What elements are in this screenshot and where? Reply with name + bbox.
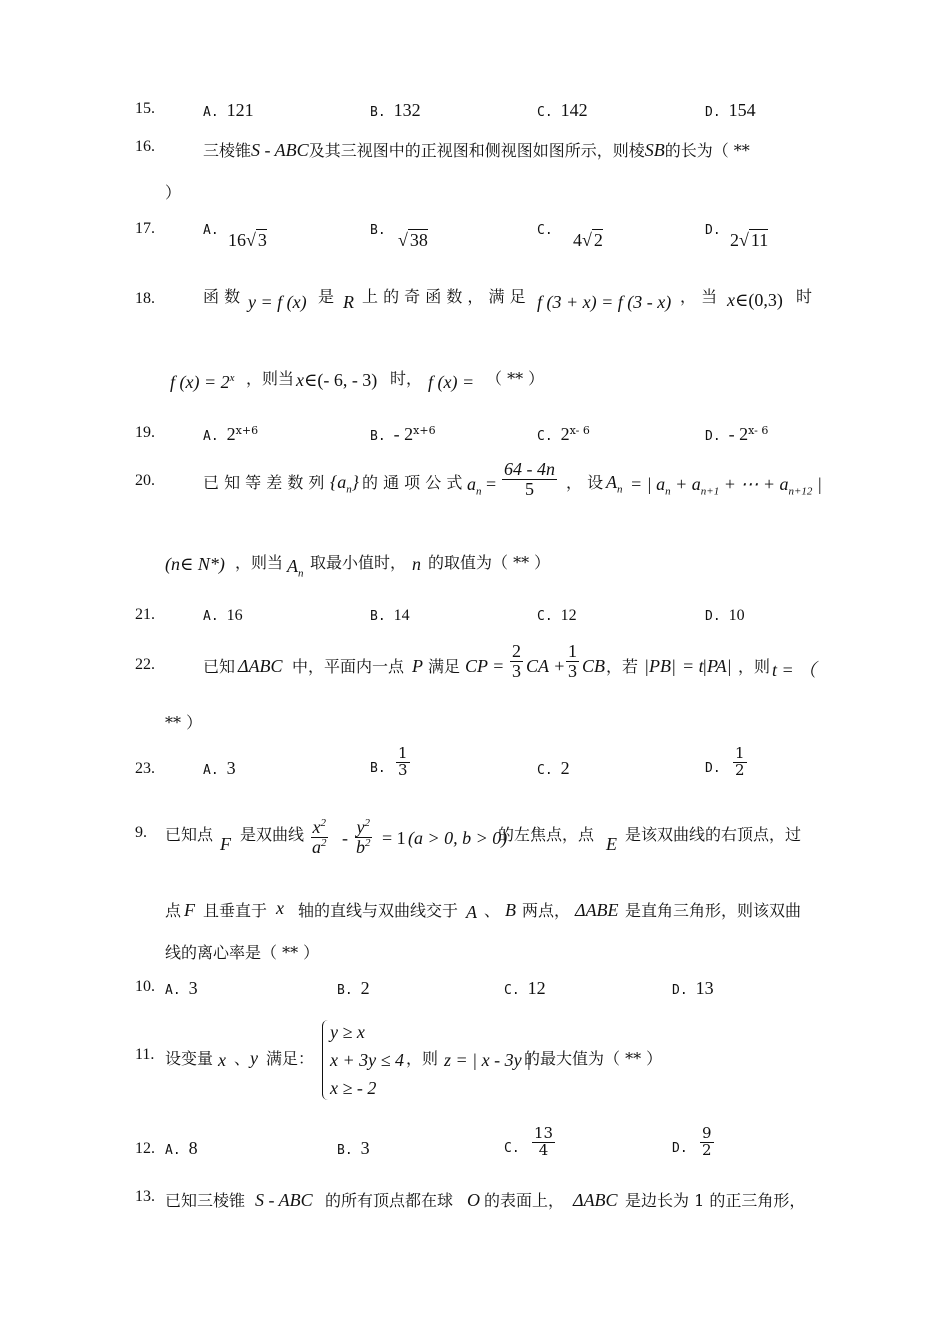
question-number: 22. <box>135 656 155 673</box>
option-c: C. 12 <box>504 978 546 998</box>
option-a: A. <box>203 223 219 238</box>
question-number: 18. <box>135 290 155 307</box>
option-c: C. 2$^{x- 6}$ <box>537 424 590 444</box>
option-d: D. <box>705 223 721 238</box>
option-a: A. 16 <box>203 607 243 624</box>
question-number: 10. <box>135 978 155 995</box>
option-b-value: $\frac{1}{3}$ <box>398 744 408 779</box>
option-b: B. 14 <box>370 607 410 624</box>
question-number: 12. <box>135 1140 155 1157</box>
option-d: D. <box>672 1141 688 1156</box>
question-number: 21. <box>135 606 155 623</box>
question-number: 13. <box>135 1188 155 1205</box>
option-d-value: $\frac{9}{2}$ <box>702 1124 712 1159</box>
system-brace <box>322 1020 329 1100</box>
option-b-value: √ 38 <box>398 230 428 250</box>
option-a: A. 3 <box>203 758 236 778</box>
option-c: C. <box>537 223 553 238</box>
option-d-value: 2√ 11 <box>730 230 769 250</box>
option-b: B. 132 <box>370 100 421 120</box>
option-c: C. <box>504 1141 520 1156</box>
question-number: 15. <box>135 100 155 117</box>
question-number: 20. <box>135 472 155 489</box>
question-text: 三棱锥S - ABC及其三视图中的正视图和侧视图如图所示，则棱SB的长为（ ** <box>203 140 750 160</box>
option-b: B. <box>370 223 386 238</box>
option-d: D. 10 <box>705 607 745 624</box>
option-d: D. 154 <box>705 100 756 120</box>
question-number: 19. <box>135 424 155 441</box>
option-b: B. 3 <box>337 1138 370 1158</box>
option-d: D. <box>705 761 721 776</box>
option-b: B. <box>370 761 386 776</box>
option-d-value: $\frac{1}{2}$ <box>735 744 745 779</box>
option-c-value: $\frac{13}{4}$ <box>534 1124 554 1159</box>
option-a: A. 3 <box>165 978 198 998</box>
question-number: 16. <box>135 138 155 155</box>
question-number: 17. <box>135 220 155 237</box>
option-b: B. - $2^{x+6}$ <box>370 424 436 444</box>
option-c: C. 2 <box>537 758 570 778</box>
option-c-value: 4√ 2 <box>573 230 603 250</box>
option-d: D. 13 <box>672 978 714 998</box>
option-a: A. 8 <box>165 1138 198 1158</box>
option-b: B. 2 <box>337 978 370 998</box>
option-d: D. - 2$^{x- 6}$ <box>705 424 769 444</box>
option-a: A. $2^{x+6}$ <box>203 424 259 444</box>
question-number: 11. <box>135 1046 155 1063</box>
question-number: 23. <box>135 760 155 777</box>
question-number: 9. <box>135 824 147 841</box>
option-a-value: 16√ 3 <box>228 230 267 250</box>
option-c: C. 142 <box>537 100 588 120</box>
option-c: C. 12 <box>537 607 577 624</box>
option-a: A. 121 <box>203 100 254 120</box>
